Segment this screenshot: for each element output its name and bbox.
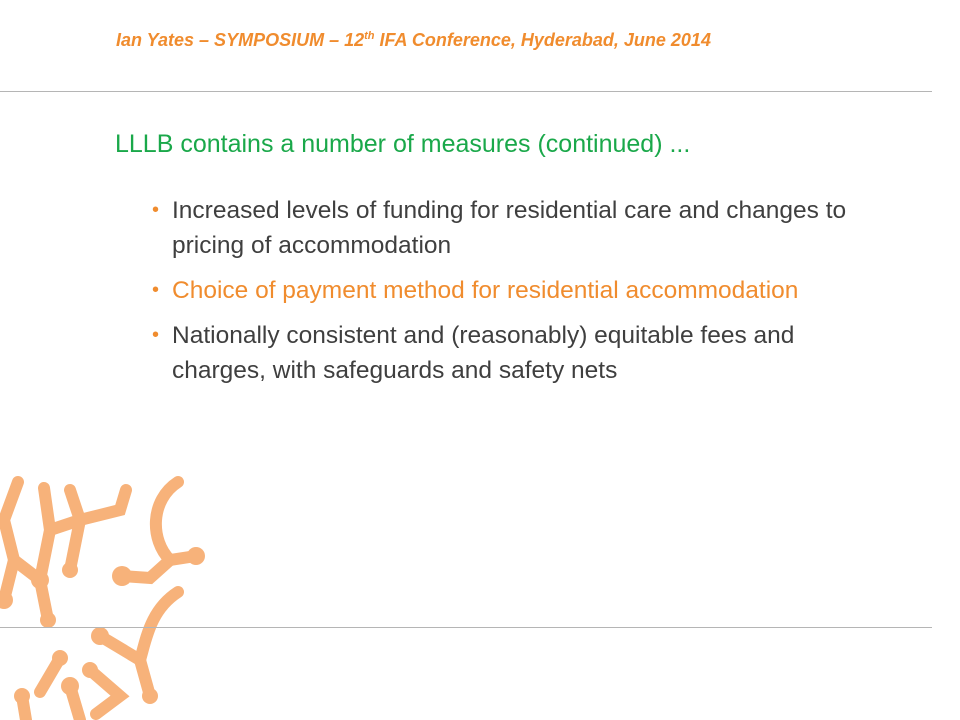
header-title — [116, 30, 711, 51]
molecule-decoration-icon — [0, 460, 240, 720]
bullet-list — [152, 193, 882, 398]
header-suffix: IFA Conference, Hyderabad, June 2014 — [374, 30, 711, 50]
bullet-item-highlighted — [152, 273, 882, 308]
bullet-item — [152, 318, 882, 388]
bullet-text: Nationally consistent and (reasonably) equitable fees and charges, with safeguards and safety nets — [172, 322, 795, 384]
slide-title: LLLB contains a number of measures (continued) ... — [115, 130, 691, 158]
bullet-dot-icon: • — [152, 199, 160, 221]
bullet-item — [152, 193, 882, 263]
bullet-text: Increased levels of funding for residential care and changes to pricing of accommodation — [172, 197, 847, 259]
bullet-text: Choice of payment method for residential accommodation — [172, 277, 799, 304]
bullet-dot-icon: • — [152, 324, 160, 346]
header-prefix: Ian Yates – SYMPOSIUM – 12 — [116, 30, 365, 50]
bottom-divider — [0, 627, 932, 628]
bullet-dot-icon: • — [152, 279, 160, 301]
header-superscript: th — [364, 30, 375, 42]
top-divider — [0, 91, 932, 92]
